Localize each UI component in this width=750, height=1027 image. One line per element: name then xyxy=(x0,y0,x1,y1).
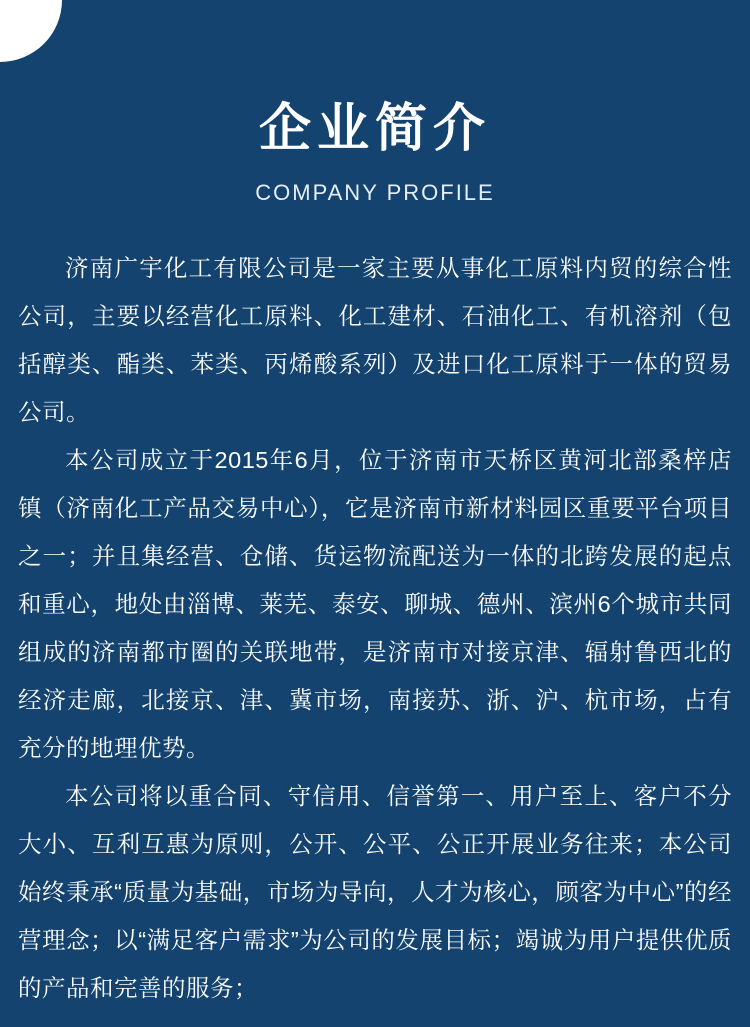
paragraph: 济南广宇化工有限公司是一家主要从事化工原料内贸的综合性公司，主要以经营化工原料、化工建材、石油化工、有机溶剂（包括醇类、酯类、苯类、丙烯酸系列）及进口化工原料于一体的贸易公司。 xyxy=(18,254,732,425)
page-header xyxy=(0,0,750,206)
page-subtitle: COMPANY PROFILE xyxy=(255,179,495,205)
paragraph: 本公司成立于2015年6月，位于济南市天桥区黄河北部桑梓店镇（济南化工产品交易中心），它是济南市新材料园区重要平台项目之一；并且集经营、仓储、货运物流配送为一体的北跨发展的起点和重心，地处由淄博、莱芜、泰安、聊城、德州、滨州6个城市共同组成的济南都市圈的关联地带，是济南市对接京津、辐射鲁西北的经济走廊，北接京、津、冀市场，南接苏、浙、沪、杭市场，占有充分的地理优势。 xyxy=(18,446,732,761)
paragraph: 本公司将以重合同、守信用、信誉第一、用户至上、客户不分大小、互利互惠为原则，公开、公平、公正开展业务往来；本公司始终秉承“质量为基础，市场为导向，人才为核心，顾客为中心”的经营理念；以“满足客户需求”为公司的发展目标；竭诚为用户提供优质的产品和完善的服务； xyxy=(18,782,732,1001)
page-title: 企业简介 xyxy=(258,100,491,158)
profile-body xyxy=(18,244,732,1012)
